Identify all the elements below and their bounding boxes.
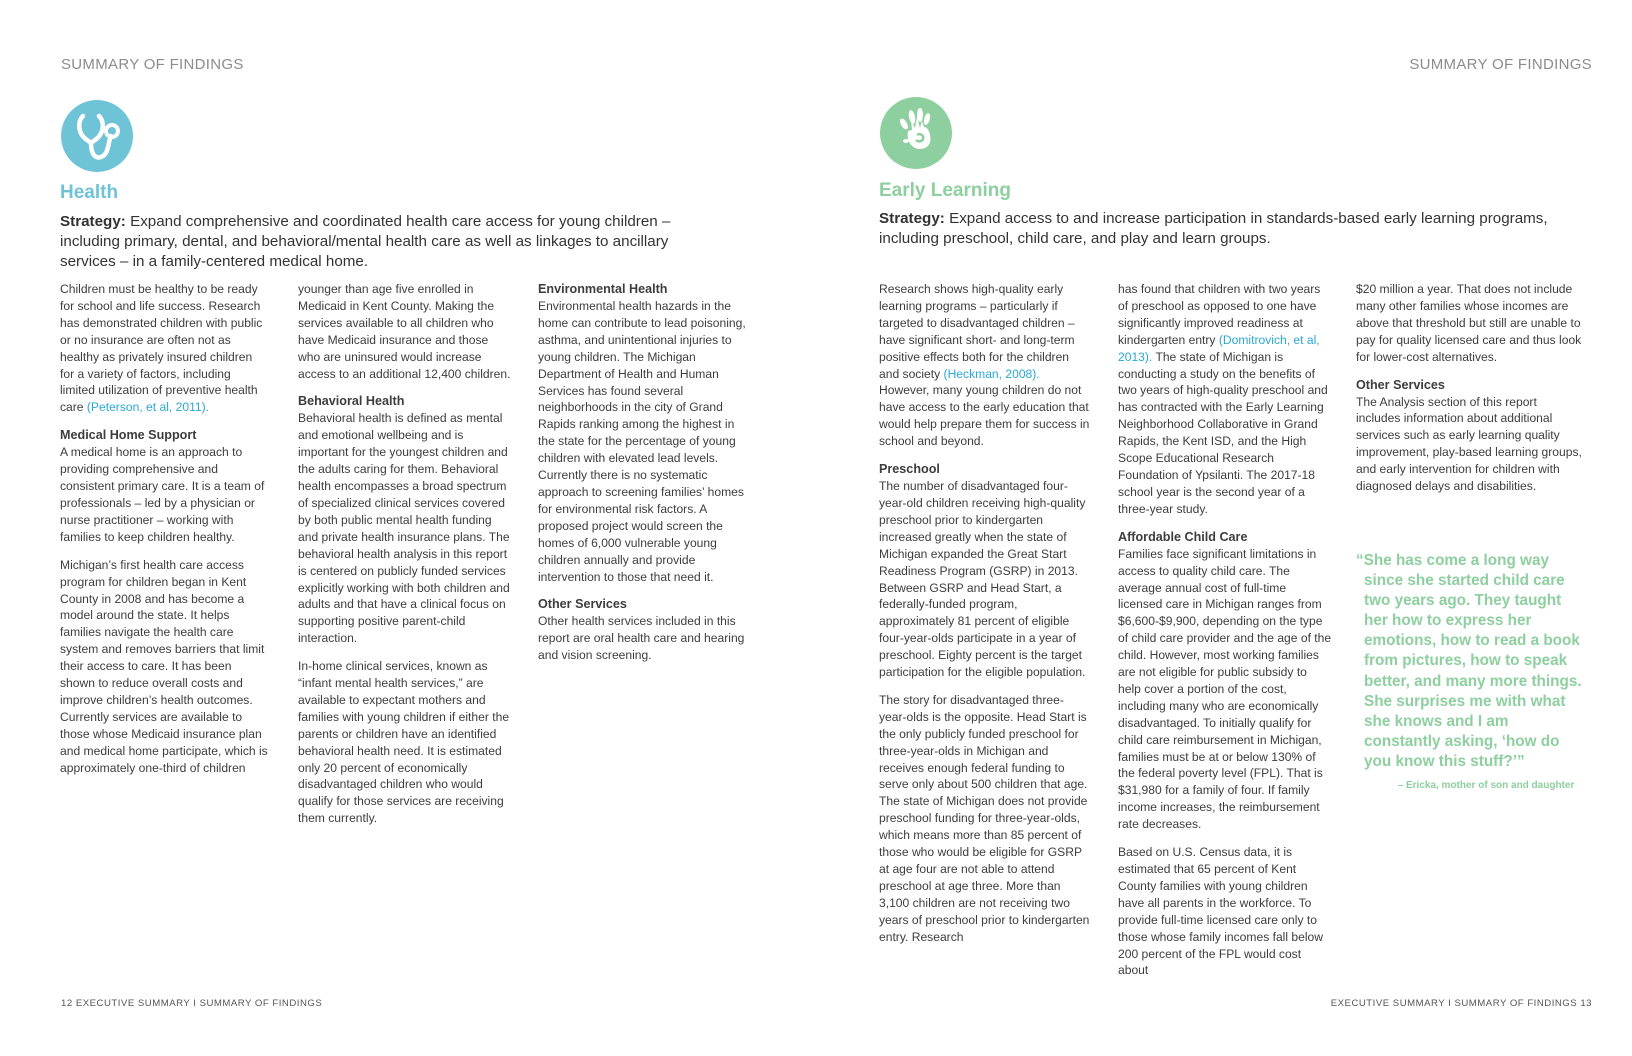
strategy-statement <box>879 209 1579 249</box>
subheading-affordable-child-care: Affordable Child Care <box>1118 529 1248 544</box>
strategy-label: Strategy: <box>60 213 126 230</box>
column-3 <box>1356 281 1582 506</box>
running-head: SUMMARY OF FINDINGS <box>61 56 244 73</box>
citation-link[interactable]: (Heckman, 2008). <box>943 366 1040 381</box>
column-2 <box>298 281 512 838</box>
paragraph <box>1118 281 1332 518</box>
paragraph: Based on U.S. Census data, it is estimated that 65 percent of Kent County families with young children have all parents in the workforce. To provide full-time licensed care only to those whose family incomes fall below 200 percent of the FPL would cost about <box>1118 845 1324 978</box>
quote-attribution: – Ericka, mother of son and daughter <box>1397 780 1575 792</box>
paragraph: The story for disadvantaged three-year-olds is the opposite. Head Start is the only publicly funded preschool for three-year-olds in Michigan and receives enough federal funding to serve only about 500 children that age. The state of Michigan does not provide preschool funding for three-year-olds, which means more than 85 percent of those who would be eligible for GSRP at age four are not able to attend preschool at age three. More than 3,100 children are not receiving two years of preschool prior to kindergarten entry. Research <box>879 692 1090 944</box>
running-head: SUMMARY OF FINDINGS <box>1409 56 1592 73</box>
column-1 <box>879 281 1091 957</box>
paragraph <box>879 281 1091 450</box>
paragraph-text: However, many young children do not have access to the early education that would help prepare them for success in school and beyond. <box>879 383 1090 449</box>
citation-link[interactable]: (Domitrovich, et al, 2013). <box>1118 332 1320 364</box>
paragraph <box>60 281 268 416</box>
handprint-icon <box>880 97 952 169</box>
strategy-statement <box>60 212 690 272</box>
paragraph-text: The state of Michigan is conducting a study on the benefits of two years of high-quality preschool and has contracted with the Early Learning Neighborhood Collaborative in Grand Rapids, the Kent ISD, and the High Scope Educational Research Foundation of Ypsilanti. The 2017-18 school year is the second year of a three-year study. <box>1118 349 1328 516</box>
paragraph: Other health services included in this report are oral health care and hearing and vision screening. <box>538 614 745 663</box>
paragraph: Families face significant limitations in access to quality child care. The average annual cost of full-time licensed care in Michigan ranges from $6,600-$9,900, depending on the type of child care provider and the age of the child. However, most working families are not eligible for public subsidy to help cover a portion of the cost, including many who are economically disadvantaged. To initially qualify for child care reimbursement in Michigan, families must be at or below 130% of the federal poverty level (FPL). That is $31,980 for a family of four. If family income increases, the reimbursement rate decreases. <box>1118 546 1332 832</box>
subheading-behavioral-health: Behavioral Health <box>298 394 405 409</box>
stethoscope-icon <box>61 100 133 172</box>
paragraph: The number of disadvantaged four-year-old children receiving high-quality preschool prior to kindergarten increased greatly when the state of Michigan expanded the Great Start Readiness Program (GSRP) in 2013. Between GSRP and Head Start, a federally-funded program, approximately 81 percent of eligible four-year-olds participate in a year of preschool. Eighty percent is the target participation for the eligible population. <box>879 479 1086 680</box>
citation-link[interactable]: (Peterson, et al, 2011). <box>86 400 210 415</box>
page-footer: 12 EXECUTIVE SUMMARY I SUMMARY OF FINDINGS <box>61 998 323 1009</box>
column-2 <box>1118 281 1332 990</box>
paragraph: younger than age five enrolled in Medicaid in Kent County. Making the services available to all children who have Medicaid insurance and those who are uninsured would increase access to an additional 12,400 children. <box>298 282 511 381</box>
paragraph: A medical home is an approach to providing comprehensive and consistent primary care. It is a team of professionals – led by a physician or nurse practitioner – working with families to keep children healthy. <box>60 445 265 544</box>
strategy-text: Expand access to and increase participation in standards-based early learning programs, including preschool, child care, and play and learn groups. <box>879 210 1548 247</box>
section-title-health: Health <box>60 182 119 203</box>
page-footer: EXECUTIVE SUMMARY I SUMMARY OF FINDINGS 13 <box>1330 998 1592 1009</box>
quote-text: “She has come a long way since she started child care two years ago. They taught her how to express her emotions, how to read a book from pictures, how to speak better, and many more things. She surprises me with what she knows and I am constantly asking, ‘how do you know this stuff?’” <box>1356 552 1582 770</box>
pull-quote <box>1356 551 1586 796</box>
paragraph: In-home clinical services, known as “infant mental health services,” are available to expectant mothers and families with young children if either the parents or children have an identified behavioral health need. It is estimated only 20 percent of economically disadvantaged children who would qualify for those services are receiving them currently. <box>298 659 510 826</box>
paragraph-text: has found that children with two years of preschool as opposed to one have significantly improved readiness at kindergarten entry <box>1118 282 1321 347</box>
paragraph-text: Research shows high-quality early learning programs – particularly if targeted to disadvantaged children – have significant short- and long-term positive effects both for the children and society <box>879 282 1075 381</box>
subheading-preschool: Preschool <box>879 462 940 477</box>
paragraph: Behavioral health is defined as mental and emotional wellbeing and is important for the youngest children and the adults caring for them. Behavioral health encompasses a broad spectrum of specialized clinical services covered by both public mental health funding and private health insurance plans. The behavioral health analysis in this report is centered on publicly funded services explicitly working with both children and adults and that have a clinical focus on supporting positive parent-child interaction. <box>298 411 510 646</box>
strategy-label: Strategy: <box>879 210 945 227</box>
column-3 <box>538 281 754 675</box>
paragraph: $20 million a year. That does not include many other families whose incomes are above that threshold but still are unable to pay for quality licensed care and thus look for lower-cost alternatives. <box>1356 282 1582 364</box>
section-title-early-learning: Early Learning <box>879 180 1011 201</box>
subheading-other-services: Other Services <box>538 597 627 612</box>
paragraph: The Analysis section of this report includes information about additional services such as early learning quality improvement, play-based learning groups, and early intervention for children with diagnosed delays and disabilities. <box>1356 394 1582 494</box>
subheading-other-services: Other Services <box>1356 377 1445 392</box>
paragraph: Environmental health hazards in the home can contribute to lead poisoning, asthma, and unintentional injuries to young children. The Michigan Department of Health and Human Services has found several neighborhoods in the city of Grand Rapids ranking among the highest in the state for the percentage of young children with elevated lead levels. Currently there is no systematic approach to screening families’ homes for environmental risk factors. A proposed project would screen the homes of 6,000 vulnerable young children annually and provide intervention to those that need it. <box>538 299 746 584</box>
subheading-environmental-health: Environmental Health <box>538 282 668 296</box>
paragraph-text: Children must be healthy to be ready for school and life success. Research has demonstrated children with public or no insurance are often not as healthy as privately insured children for a variety of factors, including limited utilization of preventive health care <box>60 282 263 415</box>
column-1 <box>60 281 268 787</box>
paragraph: Michigan’s first health care access program for children began in Kent County in 2008 and has become a model around the state. It helps families navigate the health care system and removes barriers that limit their access to care. It has been shown to reduce overall costs and improve children’s health outcomes. Currently services are available to those whose Medicaid insurance plan and medical home participate, which is approximately one-third of children <box>60 557 268 775</box>
subheading-medical-home: Medical Home Support <box>60 428 197 443</box>
strategy-text: Expand comprehensive and coordinated health care access for young children – including primary, dental, and behavioral/mental health care as well as linkages to ancillary services – in a family-centered medical home. <box>60 213 671 270</box>
right-page <box>816 0 1632 1056</box>
